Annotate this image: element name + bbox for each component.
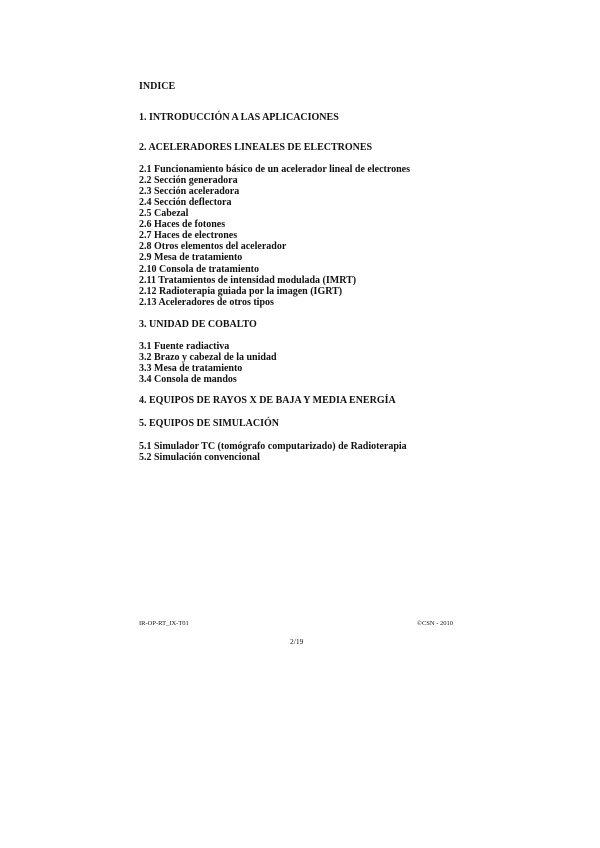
section-4-heading: 4. EQUIPOS DE RAYOS X DE BAJA Y MEDIA ENERGÍA bbox=[139, 395, 396, 406]
toc-item-2-10: 2.10 Consola de tratamiento bbox=[139, 264, 259, 275]
toc-item-5-1: 5.1 Simulador TC (tomógrafo computarizado) de Radioterapia bbox=[139, 441, 407, 452]
page-number: 2/19 bbox=[290, 637, 304, 646]
toc-item-5-2: 5.2 Simulación convencional bbox=[139, 452, 260, 463]
toc-item-2-1: 2.1 Funcionamiento básico de un acelerador lineal de electrones bbox=[139, 164, 411, 175]
footer-copyright: ©CSN - 2010 bbox=[417, 620, 453, 627]
toc-item-3-3: 3.3 Mesa de tratamiento bbox=[139, 363, 243, 374]
toc-item-2-3: 2.3 Sección aceleradora bbox=[139, 186, 240, 197]
section-1-heading: 1. INTRODUCCIÓN A LAS APLICACIONES bbox=[139, 112, 339, 123]
section-3-heading: 3. UNIDAD DE COBALTO bbox=[139, 319, 257, 330]
toc-item-2-12: 2.12 Radioterapia guiada por la imagen (IGRT) bbox=[139, 286, 343, 297]
toc-item-3-4: 3.4 Consola de mandos bbox=[139, 374, 237, 385]
toc-item-2-5: 2.5 Cabezal bbox=[139, 208, 189, 219]
toc-item-2-8: 2.8 Otros elementos del acelerador bbox=[139, 241, 287, 252]
toc-item-2-6: 2.6 Haces de fotones bbox=[139, 219, 226, 230]
footer-doc-code: IR-OP-RT_IX-T01 bbox=[139, 620, 189, 627]
toc-item-2-2: 2.2 Sección generadora bbox=[139, 175, 238, 186]
toc-item-3-1: 3.1 Fuente radiactiva bbox=[139, 341, 230, 352]
section-5-heading: 5. EQUIPOS DE SIMULACIÓN bbox=[139, 418, 280, 429]
toc-item-2-13: 2.13 Aceleradores de otros tipos bbox=[139, 297, 274, 308]
toc-item-2-11: 2.11 Tratamientos de intensidad modulada (IMRT) bbox=[139, 275, 357, 286]
section-2-heading: 2. ACELERADORES LINEALES DE ELECTRONES bbox=[139, 142, 373, 153]
toc-item-2-4: 2.4 Sección deflectora bbox=[139, 197, 232, 208]
index-title: INDICE bbox=[139, 81, 176, 92]
toc-item-3-2: 3.2 Brazo y cabezal de la unidad bbox=[139, 352, 277, 363]
toc-item-2-9: 2.9 Mesa de tratamiento bbox=[139, 252, 243, 263]
toc-item-2-7: 2.7 Haces de electrones bbox=[139, 230, 238, 241]
